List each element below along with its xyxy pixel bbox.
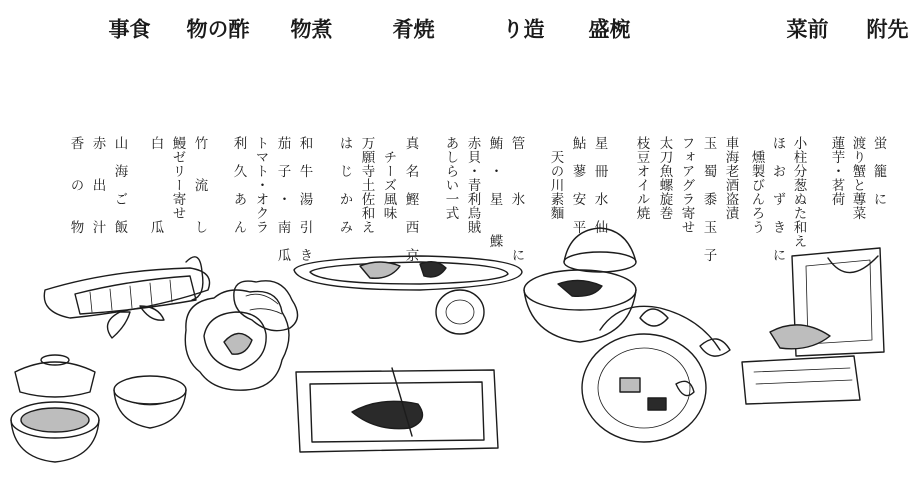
course-title-tsukuri: 造 り [500, 18, 546, 39]
menu-item: あしらい一式 [442, 136, 459, 220]
menu-item: フォアグラ寄せ [678, 136, 695, 234]
course-title-shokuji: 食 事 [106, 18, 152, 39]
menu-item: 竹 流 し [191, 136, 208, 234]
menu-item: 山 海 ご 飯 [111, 136, 128, 234]
menu-item: 小柱分葱ぬた和え [790, 136, 807, 248]
soup-bowl-illustration [524, 228, 636, 342]
menu-item: 鰻ゼリー寄せ [169, 136, 186, 220]
menu-item: 香 の 物 [67, 136, 84, 234]
course-title-zensai: 前 菜 [784, 18, 830, 39]
menu-item: 万願寺土佐和え [358, 136, 375, 234]
nimono-bowl-illustration [185, 281, 297, 390]
menu-item: 利 久 あ ん [230, 136, 247, 234]
course-title-sakizuke: 先 附 [864, 18, 910, 39]
menu-item: 玉 蜀 黍 玉 子 [700, 136, 717, 262]
course-title-nimono: 煮 物 [288, 18, 334, 39]
menu-item: 和 牛 湯 引 き [296, 136, 313, 262]
menu-item: チーズ風味 [380, 150, 397, 220]
menu-item: 星 冊 水 仙 [591, 136, 608, 234]
menu-item: 赤 出 汁 [89, 136, 106, 234]
menu-item: 車海老酒盗漬 [722, 136, 739, 220]
menu-item: 茄 子 ・ 南 瓜 [274, 136, 291, 262]
menu-item: 赤貝・青利烏賊 [464, 136, 481, 234]
course-title-sunomono: 酢 の 物 [184, 18, 251, 39]
menu-item: 鮪 ・ 星 鰈 [486, 136, 503, 248]
menu-item: 燻製びんろう [748, 150, 765, 234]
menu-item: 天の川素麵 [547, 150, 564, 220]
dish-illustrations [0, 240, 900, 480]
rice-bowl-illustration [11, 355, 186, 462]
menu-item: 枝豆オイル焼 [633, 136, 650, 220]
menu-item: ほ お ず き に [769, 136, 786, 262]
grilled-fish-plate-illustration [294, 256, 522, 452]
menu-item: 真 名 鰹 西 京 [402, 136, 419, 262]
menu-item: 太刀魚螺旋巻 [656, 136, 673, 220]
course-title-wanmori: 椀 盛 [586, 18, 632, 39]
menu-item: 管 氷 に [508, 136, 525, 262]
menu-item: 白 瓜 [147, 136, 164, 234]
menu-item: 鮎 蓼 安 平 [569, 136, 586, 234]
menu-item: 渡り蟹と蓴菜 [849, 136, 866, 220]
bamboo-dish-illustration [44, 257, 209, 338]
menu-item: 蛍 籠 に [870, 136, 887, 206]
menu-item: は じ か み [336, 136, 353, 234]
zensai-platter-illustration [582, 306, 730, 442]
course-title-yakizakana: 焼 肴 [390, 18, 436, 39]
menu-item: 蓮芋・茗荷 [828, 136, 845, 206]
menu-item: トマト・オクラ [252, 136, 269, 234]
firefly-cage-illustration [742, 248, 884, 404]
